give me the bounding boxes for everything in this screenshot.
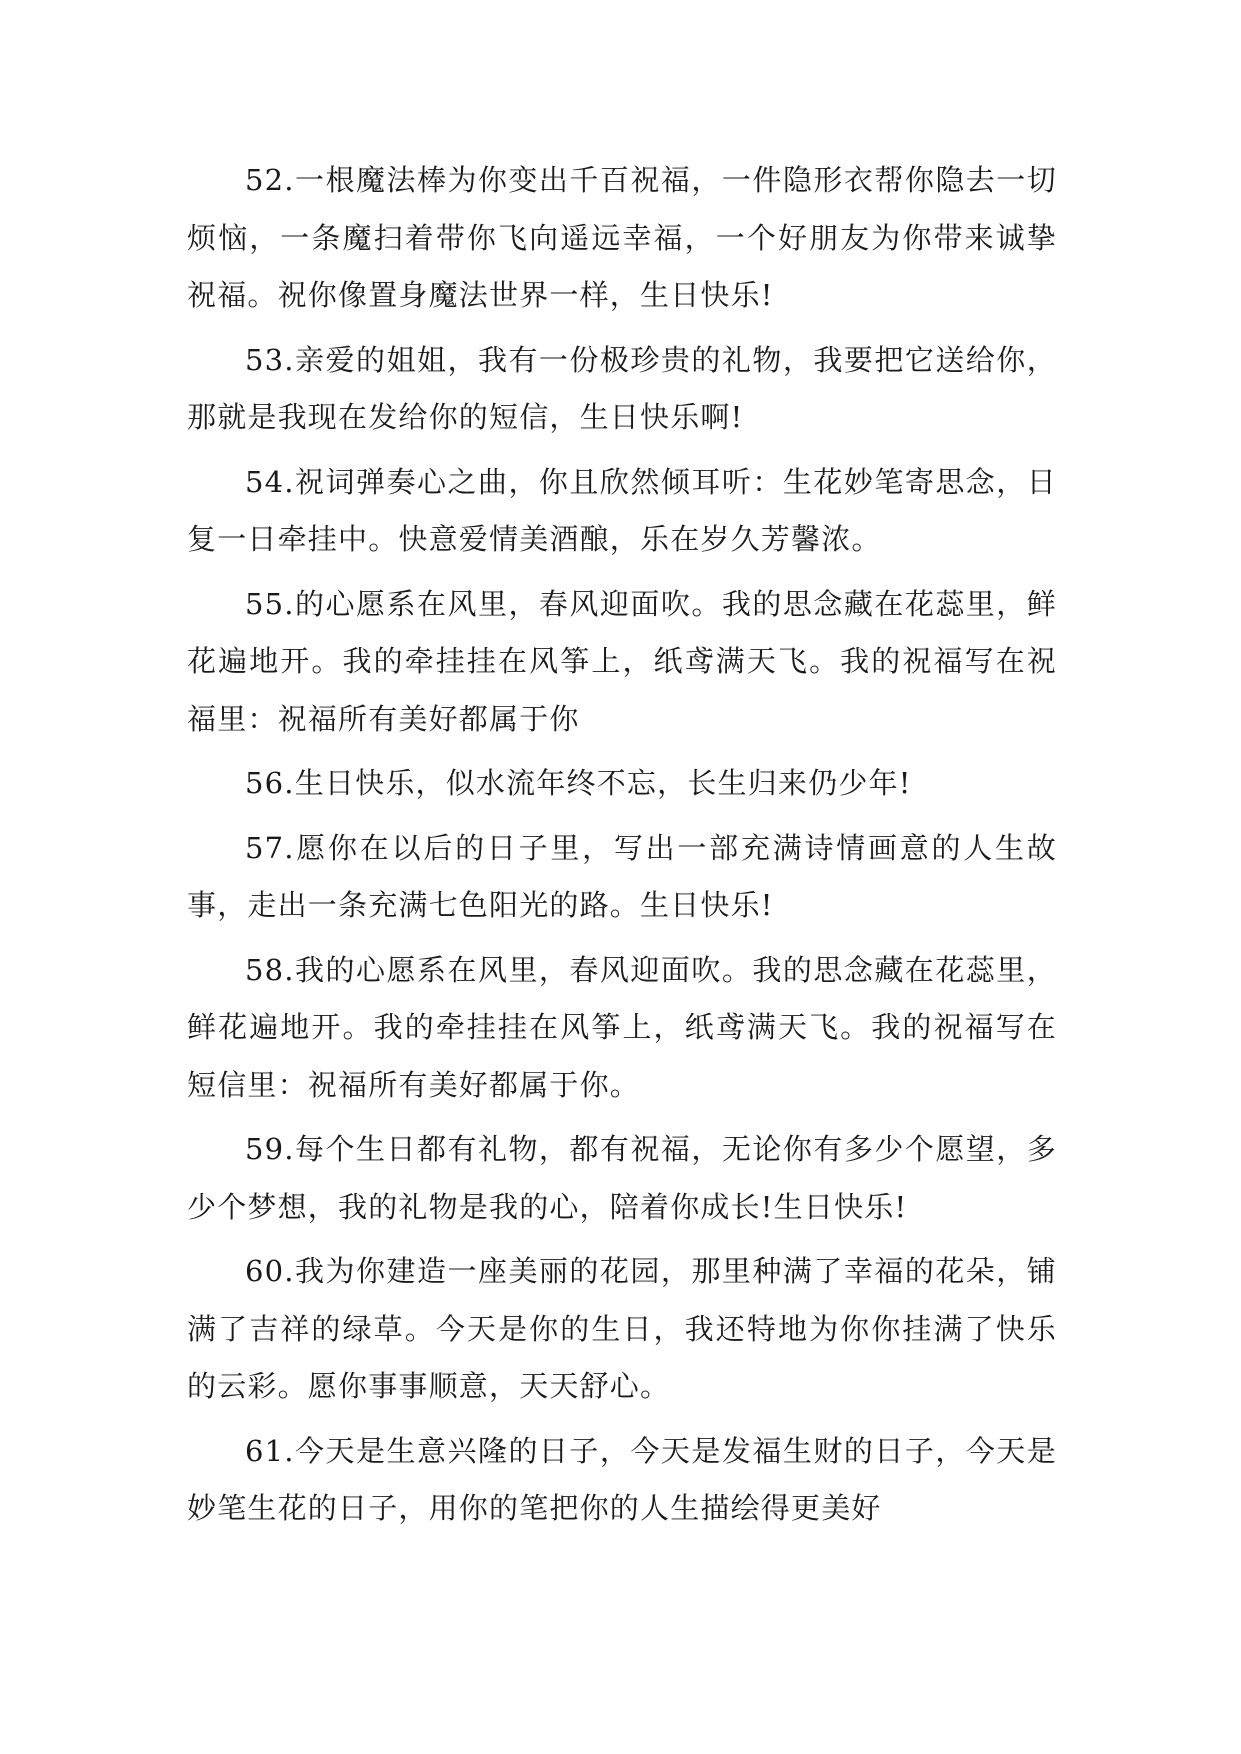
paragraph-55: 55.的心愿系在风里，春风迎面吹。我的思念藏在花蕊里，鲜花遍地开。我的牵挂挂在风筝上，纸鸢满天飞。我的祝福写在祝福里：祝福所有美好都属于你: [187, 586, 1057, 736]
paragraph-61: 61.今天是生意兴隆的日子，今天是发福生财的日子，今天是妙笔生花的日子，用你的笔把你的人生描绘得更美好: [187, 1433, 1057, 1525]
paragraph-59: 59.每个生日都有礼物，都有祝福，无论你有多少个愿望，多少个梦想，我的礼物是我的心，陪着你成长!生日快乐!: [187, 1132, 1057, 1224]
paragraph-56: 56.生日快乐，似水流年终不忘，长生归来仍少年!: [245, 766, 912, 800]
paragraph-60: 60.我为你建造一座美丽的花园，那里种满了幸福的花朵，铺满了吉祥的绿草。今天是你的生日，我还特地为你你挂满了快乐的云彩。愿你事事顺意，天天舒心。: [187, 1254, 1057, 1403]
paragraph-52: 52.一根魔法棒为你变出千百祝福，一件隐形衣帮你隐去一切烦恼，一条魔扫着带你飞向遥远幸福，一个好朋友为你带来诚挚祝福。祝你像置身魔法世界一样，生日快乐!: [187, 163, 1057, 312]
paragraph-54: 54.祝词弹奏心之曲，你且欣然倾耳听：生花妙笔寄思念，日复一日牵挂中。快意爱情美酒酿，乐在岁久芳馨浓。: [187, 464, 1057, 556]
document-body: [187, 152, 1057, 1545]
paragraph-57: 57.愿你在以后的日子里，写出一部充满诗情画意的人生故事，走出一条充满七色阳光的路。生日快乐!: [187, 830, 1057, 922]
paragraph-58: 58.我的心愿系在风里，春风迎面吹。我的思念藏在花蕊里，鲜花遍地开。我的牵挂挂在风筝上，纸鸢满天飞。我的祝福写在短信里：祝福所有美好都属于你。: [187, 952, 1057, 1102]
paragraph-53: 53.亲爱的姐姐，我有一份极珍贵的礼物，我要把它送给你，那就是我现在发给你的短信，生日快乐啊!: [187, 342, 1057, 434]
